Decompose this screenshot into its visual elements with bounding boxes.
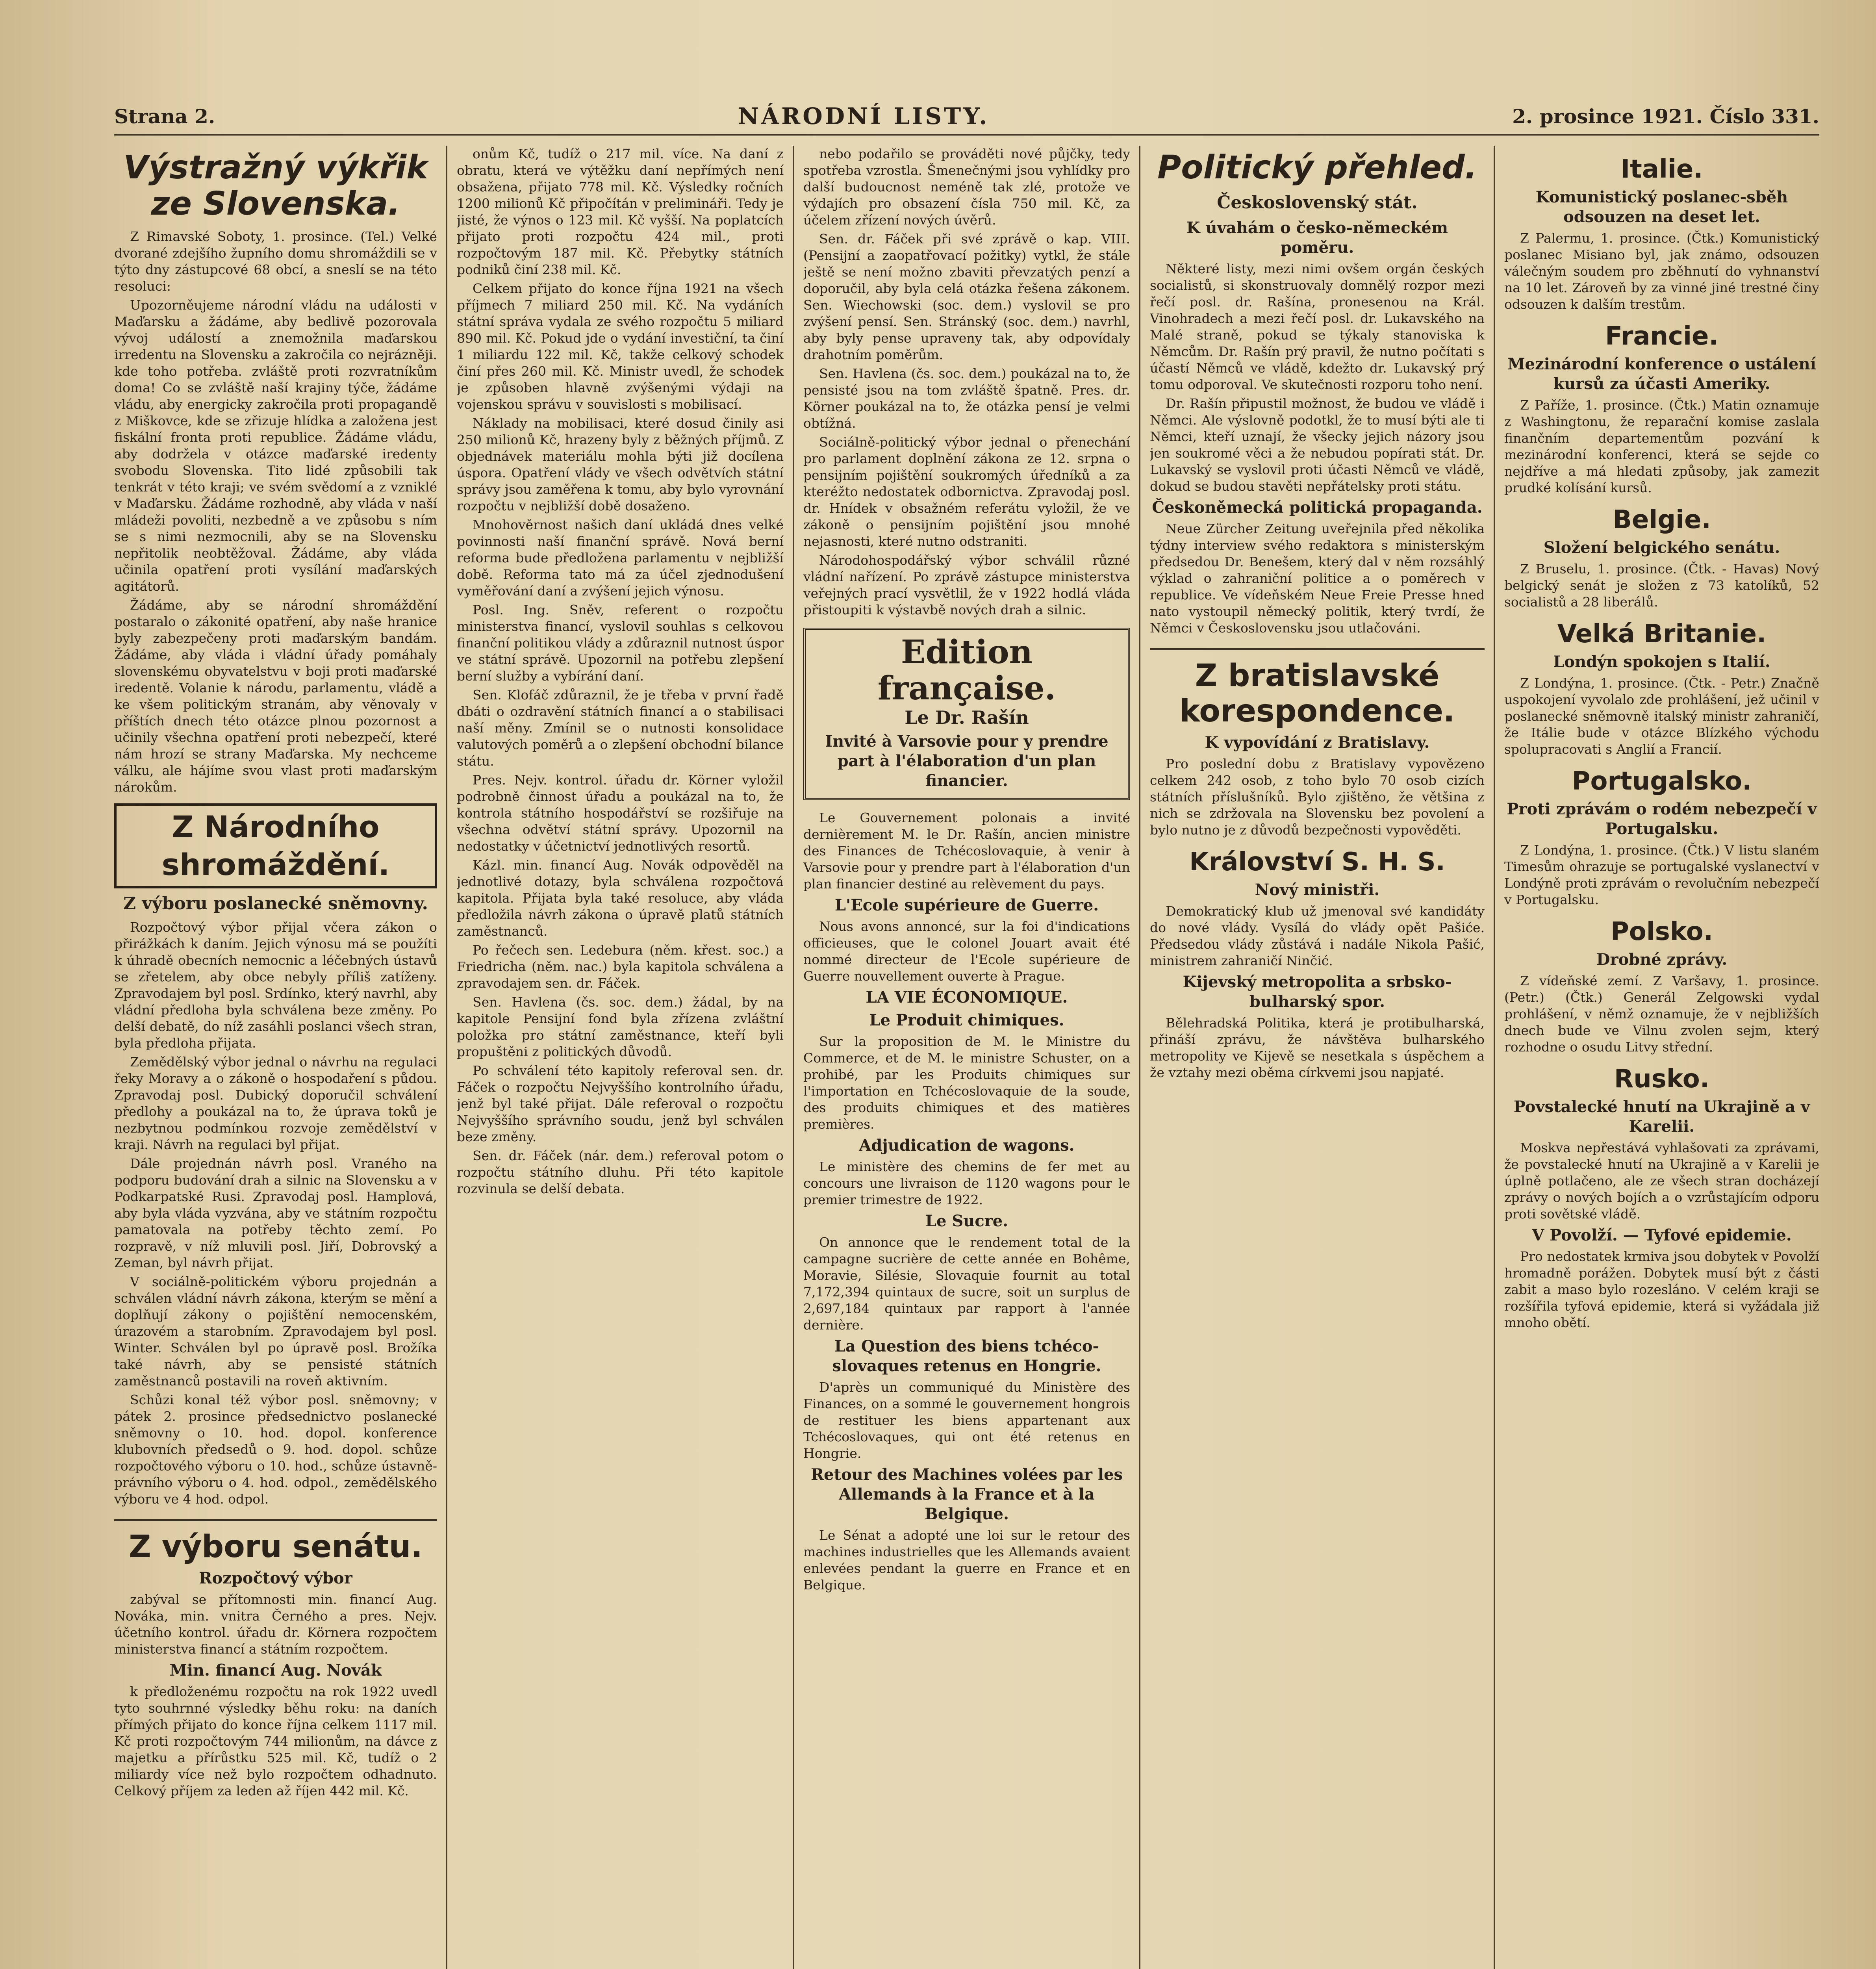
article-paragraph: Z Bruselu, 1. prosince. (Čtk. - Havas) Nový belgický senát je složen z 73 katolíků, 52 socialistů a 28 liberálů. — [1504, 561, 1819, 610]
subheading: Československý stát. — [1217, 193, 1418, 213]
subheading: Z výboru poslanecké sněmovny. — [123, 894, 428, 914]
article-paragraph: Le ministère des chemins de fer met au concours une livraison de 1120 wagons pour le premier trimestre de 1922. — [803, 1159, 1130, 1207]
column-rule — [793, 146, 794, 1969]
column-rule — [1494, 146, 1495, 1969]
article-paragraph: Neue Zürcher Zeitung uveřejnila před několika týdny interview svého redaktora s ministerským předsedou Dr. Benešem, který dal v něm rozsáhlý výklad o zahraniční politice a o poměrech v republice. Ve vídeňském Neue Freie Presse hned nato vystoupil německý politik, který tvrdí, že Němci v Československu jsou utlačováni. — [1150, 521, 1485, 636]
country-heading-italy: Italie. — [1620, 155, 1703, 184]
subheading: Mezinárodní konference o ustálení kursů za účasti Ameriky. — [1507, 355, 1816, 393]
article-paragraph: Pro nedostatek krmiva jsou dobytek v Povolží hromadně porážen. Dobytek musí být z části zabit a maso bylo rozesláno. V celém kraji se rozšířila tyfová epidemie, která si vyžádala již mnoho obětí. — [1504, 1249, 1819, 1330]
article-paragraph: Z Londýna, 1. prosince. (Čtk.) V listu slaném Timesům ohrazuje se portugalské vyslanectví v Londýně proti zprávám o revolučním nebezpečí v Portugalsku. — [1504, 842, 1819, 907]
edition-author: Le Dr. Rašín — [905, 707, 1029, 728]
subheading-senate: Z výboru senátu. — [114, 1519, 437, 1565]
article-paragraph: Sen. dr. Fáček (nár. dem.) referoval potom o rozpočtu státního dluhu. Při této kapitole rozvinula se delší debata. — [457, 1148, 784, 1196]
article-paragraph: Sen. dr. Fáček při své zprávě o kap. VIII. (Pensijní a zaopatřovací požitky) vytkl, že stále ještě se není možno zbaviti převzatých penzí a doporučil, aby byla celá otázka řešena zákonem. Sen. Wiechowski (soc. dem.) vyslovil se pro zvýšení pensí. Sen. Stránský (soc. dem.) navrhl, aby byly pense upraveny tak, aby odpovídaly drahotním poměrům. — [803, 231, 1130, 362]
article-paragraph: Mnohověrnost našich daní ukládá dnes velké povinnosti naší finanční správě. Nová berní reforma bude předložena parlamentu v nejbližší době. Reforma tato má za účel zjednodušení vyměřování daní a zvýšení jejich výnosu. — [457, 517, 784, 599]
subheading: V Povolží. — Tyfové epidemie. — [1532, 1226, 1792, 1244]
article-paragraph: Le Sénat a adopté une loi sur le retour des machines industrielles que les Allemands avaient enlevées pendant la guerre en France et en Belgique. — [803, 1528, 1130, 1593]
article-paragraph: Nous avons annoncé, sur la foi d'indications officieuses, que le colonel Jouart avait été nommé directeur de l'Ecole supérieure de Guerre nouvellement ouverte à Prague. — [803, 919, 1130, 984]
article-paragraph: Dále projednán návrh posl. Vraného na podporu budování drah a silnic na Slovensku a v Podkarpatské Rusi. Zpravodaj posl. Hamplová, aby byla vláda vyzvána, aby ve státním rozpočtu pamatovala na potřeby těchto zemí. Po rozpravě, v níž mluvili posl. Jiří, Dobrovský a Zeman, byl návrh přijat. — [114, 1156, 437, 1270]
article-paragraph: Po řečech sen. Ledebura (něm. křest. soc.) a Friedricha (něm. nac.) byla kapitola schválena a zpravodajem sen. dr. Fáček. — [457, 942, 784, 991]
article-paragraph: Pro poslední dobu z Bratislavy vypovězeno celkem 242 osob, z toho bylo 70 osob cizích státních příslušníků. Bylo zjištěno, že většina z nich se zdržovala na Slovensku bez povolení a bylo nutno je z důvodů bezpečnosti vypověděti. — [1150, 756, 1485, 838]
subheading: La Question des biens tchéco-slovaques retenus en Hongrie. — [832, 1337, 1101, 1375]
column-1 — [114, 146, 437, 1969]
subheading: Komunistický poslanec-sběh odsouzen na deset let. — [1535, 188, 1788, 226]
subheading-bratislava: Z bratislavské korespondence. — [1150, 648, 1485, 729]
article-paragraph: nebo podařilo se prováděti nové půjčky, tedy spotřeba vzrostla. Šmenečnými jsou vyhlídky pro další budoucnost neméně tak zlé, protože ve výdajích pro obsazení čísla 750 mil. Kč, za účelem zřízení nových úvěrů. — [803, 146, 1130, 228]
article-paragraph: Sen. Havlena (čs. soc. dem.) žádal, by na kapitole Pensijní fond byla zřízena zvláštní položka pro státní zaměstnance, kteří byli propuštěni z politických důvodů. — [457, 994, 784, 1059]
article-paragraph: On annonce que le rendement total de la campagne sucrière de cette année en Bohême, Moravie, Silésie, Slovaquie fournit au total 7,172,394 quintaux de sucre, soit un surplus de 2,697,184 quintaux par rapport à l'année dernière. — [803, 1235, 1130, 1333]
article-paragraph: k předloženému rozpočtu na rok 1922 uvedl tyto souhrnné výsledky běhu roku: na daních přímých přijato do konce října celkem 1117 mil. Kč proti rozpočtovým 744 milionům, na dávce z majetku a přírůstku 525 mil. Kč, tudíž o 2 miliardy více než bylo rozpočtem odhadnuto. Celkový příjem za leden až říjen 442 mil. Kč. — [114, 1684, 437, 1798]
article-paragraph: Kázl. min. financí Aug. Novák odpověděl na jednotlivé dotazy, byla schválena rozpočtová kapitola. Přijata byla také resoluce, aby vláda předložila návrh zákona o úpravě platů státních zaměstnanců. — [457, 857, 784, 939]
subheading: Adjudication de wagons. — [859, 1136, 1075, 1155]
edition-francaise-box — [803, 628, 1130, 800]
subheading: Kijevský metropolita a srbsko-bulharský spor. — [1183, 973, 1452, 1011]
country-heading-britain: Velká Britanie. — [1557, 619, 1767, 649]
subheading: L'Ecole supérieure de Guerre. — [834, 896, 1099, 914]
subheading: Londýn spokojen s Italií. — [1553, 653, 1770, 671]
article-paragraph: Dr. Rašín připustil možnost, že budou ve vládě i Němci. Ale výslovně podotkl, že to musí býti ale ti Němci, kteří uznají, že všecky jejich názory jsou jen soukromé věci a že nebudou popírati stát. Dr. Lukavský se vyslovil proti účasti Němců ve vládě, dokud se budou stavěti nepřátelsky proti státu. — [1150, 396, 1485, 494]
subheading: K úvahám o česko-německém poměru. — [1186, 219, 1448, 257]
article-paragraph: Pres. Nejv. kontrol. úřadu dr. Körner vyložil podrobně činnost úřadu a poukázal na to, že kontrola státního hospodářství se rozšiřuje na všechna odvětví státní správy. Upozornil na nedostatky v účetnictví jednotlivých resortů. — [457, 772, 784, 854]
article-paragraph: Le Gouvernement polonais a invité dernièrement M. le Dr. Rašín, ancien ministre des Finances de Tchécoslovaquie, à venir à Varsovie pour y prendre part à l'élaboration d'un plan financier destiné au relèvement du pays. — [803, 810, 1130, 892]
subheading: Le Sucre. — [925, 1212, 1008, 1230]
column-rule — [446, 146, 447, 1969]
headline-politics: Politický přehled. — [1157, 149, 1477, 186]
article-paragraph: Sen. Klofáč zdůraznil, že je třeba v první řadě dbáti o ozdravění státních financí a o stabilisaci naší měny. Zmínil se o nutnosti konsolidace valutových poměrů a o zlepšení obchodní bilance státu. — [457, 687, 784, 769]
article-paragraph: Rozpočtový výbor přijal včera zákon o přirážkách k daním. Jejich výnosu má se použíti k úhradě obecních nemocnic a léčebných ústavů se zřetelem, aby obce nebyly příliš zatíženy. Zpravodajem byl posl. Srdínko, který navrhl, aby vládní předloha byla schválena beze změny. Po delší debatě, do níž zasáhli poslanci všech stran, byla předloha přijata. — [114, 920, 437, 1051]
article-paragraph: Z Paříže, 1. prosince. (Čtk.) Matin oznamuje z Washingtonu, že reparační komise zaslala finančním departementům pozvání k mezinárodní konferenci, která se sejde co nejdříve a má hledati způsoby, jak zamezit prudké kolísání kursů. — [1504, 397, 1819, 495]
country-heading-portugal: Portugalsko. — [1572, 767, 1752, 796]
article-paragraph: Zemědělský výbor jednal o návrhu na regulaci řeky Moravy a o zákoně o hospodaření s půdou. Zpravodaj posl. Dubický doporučil schválení předlohy a poukázal na to, že úprava toků je nezbytnou podmínkou rozvoje zemědělství v kraji. Návrh na regulaci byl přijat. — [114, 1054, 437, 1152]
article-paragraph: Z Rimavské Soboty, 1. prosince. (Tel.) Velké dvorané zdejšího župního domu shromáždili se v týto dny zástupcové 68 obcí, a sneslí se na této resoluci: — [114, 229, 437, 294]
column-4 — [1150, 146, 1485, 1969]
subheading: LA VIE ÉCONOMIQUE. — [866, 988, 1068, 1007]
edition-title: Edition française. — [877, 633, 1056, 707]
article-paragraph: Upozorněujeme národní vládu na události v Maďarsku a žádáme, aby bedlivě pozorovala vývoj událostí a znemožnila maďarskou irredentu na Slovensku a zakročila co nejrázněji. kde toho potřeba. zvláště proti rozvratníkům doma! Co se zvláště naší krajiny týče, žádáme vládu, aby energicky zakročila proti propagandě z Miškovce, kde se zřizuje hlídka a založena jest fiskální fronta proti republice. Žádáme vládu, aby dodržela v otázce maďarské iredenty svobodu Slovenska. Tito lidé způsobili tak tenkrát v této kraji; ve svém svědomí a z vzniklé v Maďarsku. Žádáme rozhodně, aby vláda v naší mládeži povoliti, nezbedně a ve způsobu s ním se s nimi nezmocnili, aby se na Slovensku nepřitolik neobtěžoval. Žádáme, aby vláda učinila opatření proti vysílání maďarských agitátorů. — [114, 297, 437, 594]
date-issue: 2. prosince 1921. Číslo 331. — [1512, 104, 1819, 128]
article-paragraph: zabýval se přítomnosti min. financí Aug. Nováka, min. vnitra Černého a pres. Nejv. účetního kontrol. úřadu dr. Körnera rozpočtem ministerstva financí a státním rozpočtem. — [114, 1592, 437, 1657]
article-paragraph: Z vídeňské zemí. Z Varšavy, 1. prosince. (Petr.) (Čtk.) Generál Zelgowski vydal prohlášení, v němž oznamuje, že v nejbližších dnech bude ve Vilnu zvolen sejm, který rozhodne o osudu Litvy střední. — [1504, 973, 1819, 1055]
article-paragraph: D'après un communiqué du Ministère des Finances, on a sommé le gouvernement hongrois de restituer les biens appartenant aux Tchécoslovaques, qui ont été retenus en Hongrie. — [803, 1379, 1130, 1461]
page-label: Strana 2. — [114, 104, 215, 128]
country-heading-france: Francie. — [1605, 322, 1718, 351]
article-paragraph: V sociálně-politickém výboru projednán a schválen vládní návrh zákona, kterým se mění a doplňují zákony o pojištění nemocenském, úrazovém a starobním. Zpravodajem byl posl. Winter. Schválen byl po úpravě posl. Brožíka také návrh, aby se pensisté státních zaměstnanců postavili na roveň aktivním. — [114, 1274, 437, 1389]
country-heading-belgium: Belgie. — [1613, 505, 1711, 534]
article-paragraph: Moskva nepřestává vyhlašovati za zprávami, že povstalecké hnutí na Ukrajině a v Karelii je úplně potlačeno, ale ze všech stran docházejí zprávy o nových bojích a o vzrůstajícím odporu proti sovětské vládě. — [1504, 1140, 1819, 1222]
article-paragraph: onům Kč, tudíž o 217 mil. více. Na daní z obratu, která ve výtěžku daní nepřímých není obsažena, přijato 778 mil. Kč. Výsledky ročních 1200 milionů Kč připočítán v prelimináři. Tedy je jisté, že výnos o 123 mil. Kč vyšší. Na poplatcích přijato proti rozpočtu 424 mil., proti rozpočtovým 187 mil. Kč. Přebytky státních podniků činí 238 mil. Kč. — [457, 146, 784, 277]
subheading: Povstalecké hnutí na Ukrajině a v Karelii. — [1513, 1098, 1810, 1136]
subheading: Složení belgického senátu. — [1543, 538, 1780, 557]
column-5 — [1504, 146, 1819, 1969]
column-3 — [803, 146, 1130, 1969]
article-paragraph: Sociálně-politický výbor jednal o přenechání pro parlament doplnění zákona ze 12. srpna o pensijním pojištění soukromých úředníků a za kteréžto nedostatek odbornictva. Zpravodaj posl. dr. Hnídek v obsažném referátu vyložil, že ve zákoně o pensijním pojištění jsou mnohé nejasnosti, které nutno odstraniti. — [803, 434, 1130, 549]
subheading: Proti zprávám o rodém nebezpečí v Portugalsku. — [1507, 800, 1817, 838]
section-heading-parliament: Z Národního shromáždění. — [114, 803, 437, 888]
article-paragraph: Žádáme, aby se národní shromáždění postaralo o zákonité opatření, aby naše hranice byly zabezpečeny proti maďarským bandám. Žádáme, aby vláda i vládní úřady pomáhaly slovenskému obyvatelstvu v boji proti maďarské iredentě. Volanie k národu, parlamentu, vládě a ke všem politickým stranám, aby věnovaly v příštích dnech této otázce plnou pozornost a učinily všechna opatření proti nebezpečí, které nám hrozí se strany Maďarska. My nechceme válku, ale hájíme svou vlast proti maďarským nárokům. — [114, 597, 437, 795]
country-heading-russia: Rusko. — [1614, 1064, 1710, 1094]
article-paragraph: Sen. Havlena (čs. soc. dem.) poukázal na to, že pensisté jsou na tom zvláště špatně. Pres. dr. Körner poukázal na to, že otázka pensí je velmi obtížná. — [803, 366, 1130, 431]
article-paragraph: Z Londýna, 1. prosince. (Čtk. - Petr.) Značně uspokojení vyvolalo zde prohlášení, jež učinil v poslanecké sněmovně italský ministr zahraničí, že Itálie bude v otázce Blízkého východu spolupracovati s Anglií a Francií. — [1504, 675, 1819, 757]
newspaper-title: NÁRODNÍ LISTY. — [738, 103, 990, 130]
article-paragraph: Demokratický klub už jmenoval své kandidáty do nové vlády. Vysílá do vlády opět Pašiće. Předsedou vlády zůstává i nadále Nikola Pašić, ministrem zahraničí Ninčić. — [1150, 903, 1485, 968]
subheading: Min. financí Aug. Novák — [169, 1661, 382, 1680]
article-paragraph: Po schválení této kapitoly referoval sen. dr. Fáček o rozpočtu Nejvyššího kontrolního úřadu, jenž byl také přijat. Dále referoval o rozpočtu Nejvyššího správního soudu, jenž byl schválen beze změny. — [457, 1063, 784, 1144]
masthead — [114, 98, 1819, 136]
article-paragraph: Z Palermu, 1. prosince. (Čtk.) Komunistický poslanec Misiano byl, jak známo, odsouzen válečným soudem pro zběhnutí do vyhnanství na 10 let. Zároveň by za vinné jiné trestné činy odsouzen k dalším trestům. — [1504, 230, 1819, 312]
subheading-shs: Království S. H. S. — [1189, 847, 1445, 877]
article-paragraph: Bělehradská Politika, která je protibulharská, přináší zprávu, že návštěva bulharského metropolity ve Kijevě se nesetkala s úspěchem a že vztahy mezi oběma církvemi jsou napjaté. — [1150, 1015, 1485, 1080]
subheading: Drobné zprávy. — [1596, 950, 1728, 969]
article-paragraph: Schůzi konal též výbor posl. sněmovny; v pátek 2. prosince předsednictvo poslanecké sněmovny o 10. hod. dopol. konference klubovních předsedů o 9. hod. dopol. schůze rozpočtového výboru o 10. hod., schůze ústavně-právního výboru o 4. hod. odpol., zemědělského výboru ve 4 hod. odpol. — [114, 1392, 437, 1507]
subheading: K vypovídání z Bratislavy. — [1205, 733, 1430, 752]
article-paragraph: Národohospodářský výbor schválil různé vládní nařízení. Po zprávě zástupce ministerstva veřejných prací vysvětlil, že v 1922 hodlá vláda přistoupiti k výstavbě nových drah a silnic. — [803, 553, 1130, 617]
article-paragraph: Celkem přijato do konce října 1921 na všech příjmech 7 miliard 250 mil. Kč. Na vydáních státní správa vydala ze svého rozpočtu 5 miliard 890 mil. Kč. Pokud jde o vydání investiční, ta činí 1 miliardu 122 mil. Kč, takže celkový schodek činí přes 260 mil. Kč. Ministr uvedl, že schodek je způsoben hlavně zvýšenými výdaji na vojenskou správu v souvislosti s mobilisací. — [457, 281, 784, 412]
article-paragraph: Některé listy, mezi nimi ovšem orgán českých socialistů, si skonstruovaly domnělý rozpor mezi řečí posl. dr. Rašína, pronesenou na Král. Vinohradech a mezi řečí posl. dr. Lukavského na Malé straně, pokud se týkaly stanoviska k Němcům. Dr. Rašín prý pravil, že nutno počítati s účastí Němců ve vládě, kdežto dr. Lukavský prý tomu odporoval. Ve skutečnosti rozporu toho není. — [1150, 261, 1485, 392]
subheading: Le Produit chimiques. — [869, 1011, 1064, 1029]
subheading: Rozpočtový výbor — [199, 1569, 352, 1587]
headline-slovakia: Výstražný výkřik ze Slovenska. — [123, 149, 428, 222]
edition-subtitle: Invité à Varsovie pour y prendre part à l'élaboration d'un plan financier. — [825, 732, 1109, 790]
article-paragraph: Posl. Ing. Sněv, referent o rozpočtu ministerstva financí, vyslovil souhlas s celkovou finanční politikou vlády a zdůraznil nutnost úspor ve státní správě. Upozornil na potřebu zlepšení berní služby a vybírání daní. — [457, 602, 784, 684]
subheading: Českoněmecká politická propaganda. — [1152, 498, 1483, 517]
article-paragraph: Náklady na mobilisaci, které dosud činily asi 250 milionů Kč, hrazeny byly z běžných příjmů. Z objednávek materiálu mohla býti již docílena úspora. Opatření vlády ve všech odvětvích státní správy jsou zaměřena k tomu, aby bylo vyrovnání rozpočtu v nejbližší době dosaženo. — [457, 415, 784, 514]
country-heading-poland: Polsko. — [1610, 917, 1713, 946]
column-rule — [1139, 146, 1140, 1969]
subheading: Retour des Machines volées par les Allemands à la France et à la Belgique. — [810, 1465, 1123, 1523]
article-paragraph: Sur la proposition de M. le Ministre du Commerce, et de M. le ministre Schuster, on a prohibé, par les Produits chimiques sur l'importation en Tchécoslovaquie de la soude, des produits chimiques et des matières premières. — [803, 1034, 1130, 1132]
subheading: Nový ministři. — [1255, 881, 1380, 899]
column-2 — [457, 146, 784, 1969]
